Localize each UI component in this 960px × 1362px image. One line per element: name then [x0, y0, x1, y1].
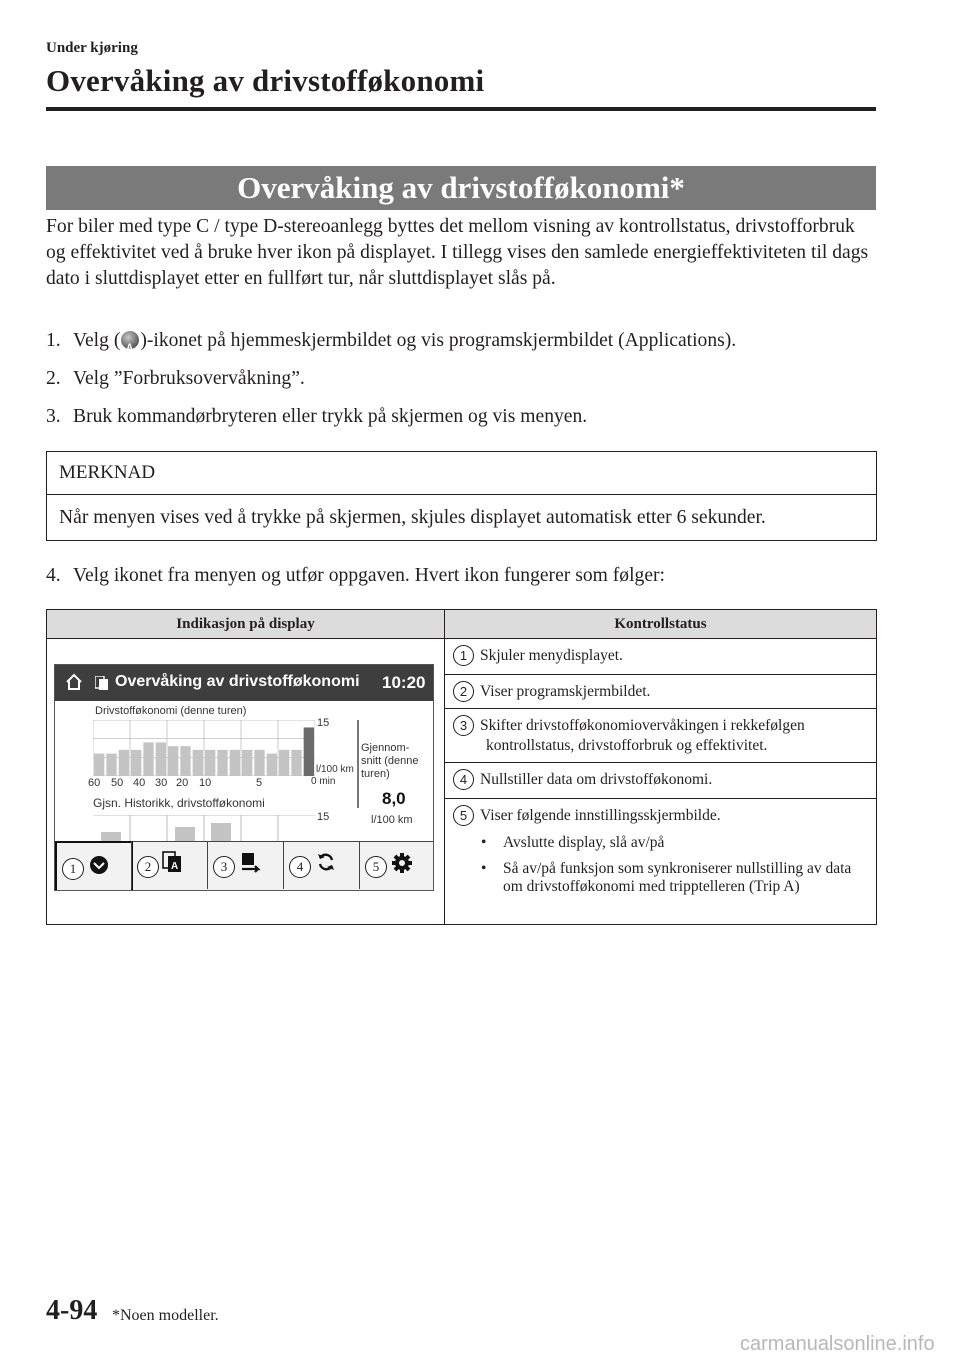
bullet-item: • Så av/på funksjon som synkroniserer nullstilling av data om drivstofføkonomi med tripptelleren (Trip A) [445, 860, 876, 896]
page-number: 4-94 [46, 1295, 98, 1326]
step-text: Velg ikonet fra menyen og utfør oppgaven. Hvert ikon fungerer som følger: [73, 565, 665, 586]
section-banner: Overvåking av drivstofføkonomi* [46, 166, 876, 210]
step-text: Velg ”Forbruksovervåkning”. [73, 368, 305, 389]
section-label: Under kjøring [46, 40, 138, 56]
refresh-icon [316, 852, 336, 872]
x-tick-label: 20 [176, 777, 189, 789]
average-unit: l/100 km [371, 814, 413, 826]
settings-button[interactable]: 5 [359, 841, 434, 889]
chart-bar [205, 750, 215, 776]
circle-number: 5 [453, 805, 474, 826]
step-text-post: )-ikonet på hjemmeskjermbildet og vis programskjermbildet (Applications). [140, 330, 737, 351]
x-tick-label: 5 [256, 777, 263, 789]
home-icon [65, 673, 83, 691]
svg-text:A: A [171, 861, 179, 872]
x-tick-label: 40 [133, 777, 146, 789]
reset-button[interactable]: 4 [283, 841, 358, 889]
fuel-chart [93, 720, 315, 776]
x-axis-zero: 0 min [311, 776, 336, 787]
applications-icon [121, 331, 139, 349]
chart-title: Drivstofføkonomi (denne turen) [95, 705, 247, 717]
chart-bar [279, 750, 289, 776]
screen-title: Overvåking av drivstofføkonomi [115, 673, 360, 690]
intro-paragraph: For biler med type C / type D-stereoanlegg byttes det mellom visning av kontrollstatus, drivstofforbruk og effektivitet ved å bruke hver ikon på displayet. I tillegg vises den samlede energieffektiviteten til dags dato i sluttdisplayet etter en fullført tur, når sluttdisplayet slås på. [46, 216, 869, 289]
applications-icon [95, 676, 109, 690]
chart-bar [304, 727, 314, 776]
note-heading: MERKNAD [47, 452, 876, 495]
x-tick-label: 60 [88, 777, 101, 789]
chart-bar [94, 754, 104, 776]
applications-icon [162, 851, 182, 873]
table-row: 2 Viser programskjermbildet. [445, 675, 877, 709]
screen-title-bar [55, 665, 433, 701]
table-header-display: Indikasjon på display [47, 610, 445, 639]
switch-view-button[interactable]: 3 [207, 841, 282, 889]
circle-number: 1 [453, 645, 474, 666]
chart-bar [131, 750, 141, 776]
history-chart [93, 815, 315, 841]
hide-menu-button[interactable]: 1 [55, 841, 133, 891]
fuel-monitor-screen [54, 664, 434, 891]
average-label: snitt (denne [361, 755, 419, 767]
table-row: 1 Skjuler menydisplayet. [445, 639, 877, 675]
circle-number: 2 [453, 681, 474, 702]
average-label: turen) [361, 768, 390, 780]
chart-bar [180, 746, 190, 776]
history-bar [211, 823, 231, 841]
history-title: Gjsn. Historikk, drivstofføkonomi [93, 796, 265, 810]
average-label: Gjennom- [361, 742, 410, 754]
chart-bar [291, 750, 301, 776]
step-number: 2. [46, 368, 61, 389]
footnote: *Noen modeller. [112, 1307, 219, 1324]
applications-button[interactable]: 2 A [131, 841, 206, 889]
bullet-item: • Avslutte display, slå av/på [445, 834, 876, 852]
title-rule [46, 107, 876, 111]
screen-clock: 10:20 [382, 673, 426, 692]
chart-bar [242, 750, 252, 776]
average-value: 8,0 [382, 789, 406, 808]
chart-bar [119, 750, 129, 776]
table-row: 5 Viser følgende innstillingsskjermbilde. • Avslutte display, slå av/på • Så av/på funksjon som synkroniserer nullstilling av data om drivstofføkonomi med tripptelleren (Trip A) [445, 799, 877, 925]
step-number: 4. [46, 565, 61, 586]
step-2 [46, 366, 305, 392]
note-box [46, 451, 877, 541]
circle-number: 4 [453, 769, 474, 790]
step-text-pre: Velg ( [73, 330, 121, 351]
chart-bar [217, 750, 227, 776]
step-4 [46, 563, 665, 589]
history-y-max: 15 [317, 811, 330, 823]
table-header-status: Kontrollstatus [445, 610, 877, 639]
watermark: carmanualsonline.info [740, 1333, 935, 1355]
step-3 [46, 404, 587, 430]
note-text: Når menyen vises ved å trykke på skjermen, skjules displayet automatisk etter 6 sekunder. [59, 507, 766, 528]
chart-bar [143, 742, 153, 776]
step-1 [46, 328, 736, 354]
chart-bar [254, 750, 264, 776]
y-axis-unit: l/100 km [316, 764, 354, 775]
history-bar [101, 832, 121, 841]
switch-view-icon [240, 853, 264, 873]
chart-bar [156, 742, 166, 776]
history-bar [175, 827, 195, 841]
x-tick-label: 10 [199, 777, 212, 789]
chart-bar [230, 750, 240, 776]
table-row: 3 Skifter drivstofføkonomiovervåkingen i rekkefølgen kontrollstatus, drivstofforbruk og effektivitet. [445, 709, 877, 763]
table-row: 4 Nullstiller data om drivstofføkonomi. [445, 763, 877, 799]
chart-bar [267, 754, 277, 776]
page-title: Overvåking av drivstofføkonomi [46, 63, 485, 98]
circle-number: 3 [453, 715, 474, 736]
x-tick-label: 30 [155, 777, 168, 789]
y-axis-max: 15 [317, 717, 330, 729]
chart-bar [193, 750, 203, 776]
x-tick-label: 50 [111, 777, 124, 789]
step-text: Bruk kommandørbryteren eller trykk på skjermen og vis menyen. [73, 406, 588, 427]
divider [357, 720, 359, 808]
chevron-down-icon [89, 855, 109, 875]
gear-icon [391, 852, 413, 874]
step-number: 3. [46, 406, 61, 427]
chart-bar [106, 754, 116, 776]
step-number: 1. [46, 330, 61, 351]
chart-bar [168, 746, 178, 776]
